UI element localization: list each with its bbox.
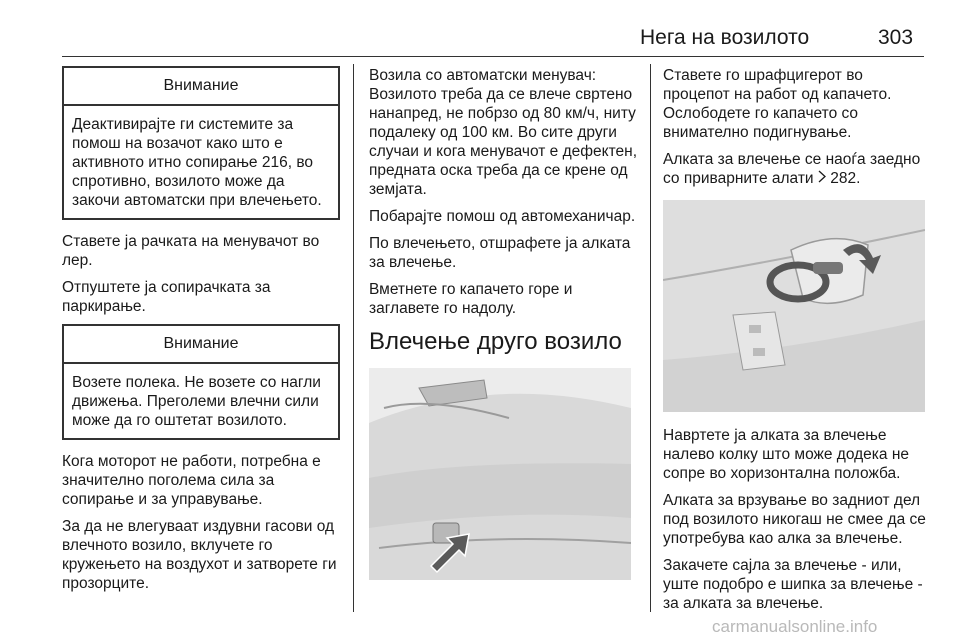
watermark: carmanualsonline.info xyxy=(712,617,878,636)
warning-title: Внимание xyxy=(64,326,338,364)
section-heading: Влечење друго возило xyxy=(369,328,622,355)
tool-location-text: Алката за влечење се наоѓа заедно со приварните алати xyxy=(663,151,921,187)
figure-towing-eye xyxy=(663,200,925,412)
paragraph-automatic: Возила со автоматски менувач: Возилото треба да се влече свртено нанапред, не побрзо од 80 км/ч, ниту подалеку од 100 км. Во сите други случаи и кога менувачот е дефектен, предната оска треба да се крене од земјата. xyxy=(369,67,638,198)
warning-text: Возете полека. Не возете со нагли движења. Преголеми влечни сили може да го оштетат возилото. xyxy=(72,374,321,429)
paragraph-lashing-eye: Алката за врзување во задниот дел под возилото никогаш не смее да се употребува као алка за влечење. xyxy=(663,492,926,547)
left-column xyxy=(62,66,340,601)
paragraph-screwdriver: Ставете го шрафцигерот во процепот на работ од капачето. Ослободете го капачето со внимателно подигнување. xyxy=(663,67,892,141)
paragraph-tool-location xyxy=(663,150,929,188)
paragraph-screw-in: Навртете ја алката за влечење налево колку што може додека не сопре во хоризонтална положба. xyxy=(663,427,910,482)
column-divider-left xyxy=(353,64,354,612)
paragraph-attach-rope: Закачете сајла за влечење - или, уште подобро е шипка за влечење - за алката за влечење. xyxy=(663,557,923,612)
page-reference-icon xyxy=(818,170,826,183)
paragraph-cap: Вметнете го капачето горе и заглавете го надолу. xyxy=(369,281,573,317)
right-column xyxy=(663,66,929,621)
paragraph-neutral: Ставете ја рачката на менувачот во лер. xyxy=(62,233,320,269)
middle-column xyxy=(369,66,637,580)
paragraph-engine-off: Кога моторот не работи, потребна е значително поголема сила за сопирање и за управување. xyxy=(62,453,321,508)
warning-box-assist xyxy=(62,66,340,220)
paragraph-mechanic: Побарајте помош од автомеханичар. xyxy=(369,208,636,225)
header-rule xyxy=(62,56,924,57)
paragraph-parking-brake: Отпуштете ја сопирачката за паркирање. xyxy=(62,279,271,315)
warning-title: Внимание xyxy=(64,68,338,106)
page-number: 303 xyxy=(878,26,914,49)
column-divider-right xyxy=(650,64,651,612)
header-title: Нега на возилото xyxy=(640,26,810,49)
warning-text: Деактивирајте ги системите за помош на возачот како што е активното итно сопирање 216, во спротивно, возилото може да закочи автоматски при влечењето. xyxy=(72,116,322,209)
rear-bumper-illustration xyxy=(369,368,631,580)
warning-box-drive-slowly xyxy=(62,324,340,440)
figure-rear-bumper xyxy=(369,368,631,580)
paragraph-exhaust: За да не влегуваат издувни гасови од влечното возило, вклучете го кружењето на воздухот и затворете ги прозорците. xyxy=(62,518,337,592)
towing-eye-illustration xyxy=(663,200,925,412)
paragraph-unscrew: По влечењето, отшрафете ја алката за влечење. xyxy=(369,235,631,271)
page-reference-link[interactable]: 282. xyxy=(830,170,861,187)
